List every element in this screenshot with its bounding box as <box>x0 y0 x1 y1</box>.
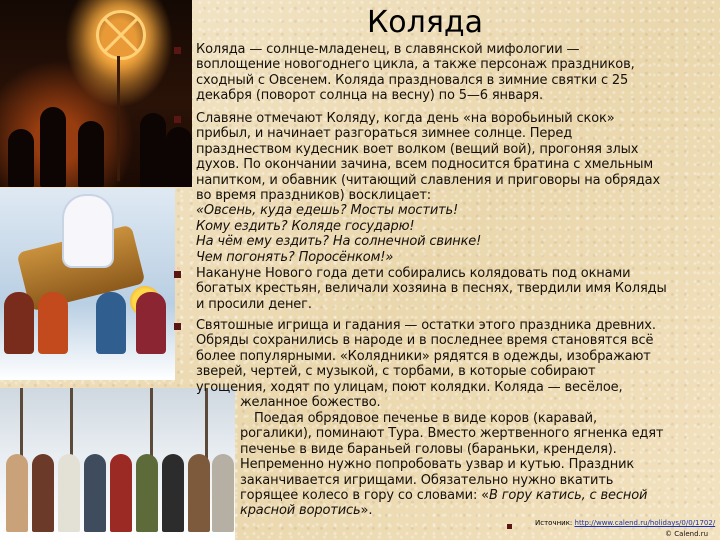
bullet-icon <box>174 271 181 278</box>
ritual-quote-line: Кому ездить? Коляде государю! <box>196 218 415 234</box>
ritual-quote-line: На чём ему ездить? На солнечной свинке! <box>196 234 482 250</box>
paragraph-5: Поедая обрядовое печенье в виде коров (каравай, рогалики), поминают Тура. Вместо жертвенного ягненка едят печенье в виде бараньей головы (бараньки, кренделя). Непременно нужно попробовать узвар и кутью. Праздник заканчивается игрищами. Обязательно нужно вкатить горящее колесо в гору со словами: «В гору катись, с весной красной воротись». <box>240 411 664 519</box>
ritual-quote-line: Чем погонять? Поросёнком!» <box>196 249 394 265</box>
source-note: Источник: http://www.calend.ru/holidays/0/0/1702/ <box>535 519 716 527</box>
bullet-icon <box>507 524 512 529</box>
ritual-quote-line: «Овсень, куда едешь? Мосты мостить! <box>196 203 459 219</box>
carolers-photo <box>0 388 235 540</box>
paragraph-1: Коляда — солнце-младенец, в славянской мифологии — воплощение новогоднего цикла, а также персонаж праздников, сходный с Овсенем. Коляда праздновался в зимние святки с 25 декабря (поворот солнца на весну) по 5—6 января. <box>196 42 635 104</box>
paragraph-2: Славяне отмечают Коляду, когда день «на воробьиный скок» прибыл, и начинает разгораться зимнее солнце. Перед празднеством кудесник воет волком (вещий вой), прогоняя злых духов. По окончании зачина, всем подносится братина с хмельным напитком, и обавник (читающий славления и приговоры на обрядах во время праздников) восклицает: «Овсень, куда едешь? Мосты мостить! Кому ездить? Коляде государю! На чём ему ездить? На солнечной свинке! Чем погонять? Поросёнком!» <box>196 111 711 265</box>
bonfire-ritual-photo <box>0 0 192 187</box>
bullet-icon <box>174 323 181 330</box>
page-title: Коляда <box>366 5 483 40</box>
paragraph-4: Святошные игрища и гадания — остатки этого праздника древних. Обряды сохранились в народе и в последнее время становятся всё более популярными. «Колядники» рядятся в одежды, изображают зверей, чертей, с музыкой, с торбами, в которые собирают угощения, ходят по улицам, поют колядки. Коляда — весёлое, желанное божество. <box>196 318 656 411</box>
kolyada-illustration <box>0 188 175 380</box>
burning-wheel-icon <box>96 10 146 60</box>
source-link[interactable]: http://www.calend.ru/holidays/0/0/1702/ <box>574 519 716 527</box>
paragraph-3: Накануне Нового года дети собирались колядовать под окнами богатых крестьян, величали хозяина в песнях, твердили имя Коляды и просили денег. <box>196 266 667 312</box>
bullet-icon <box>174 116 181 123</box>
bullet-icon <box>174 47 181 54</box>
copyright: © Calend.ru <box>665 530 709 538</box>
